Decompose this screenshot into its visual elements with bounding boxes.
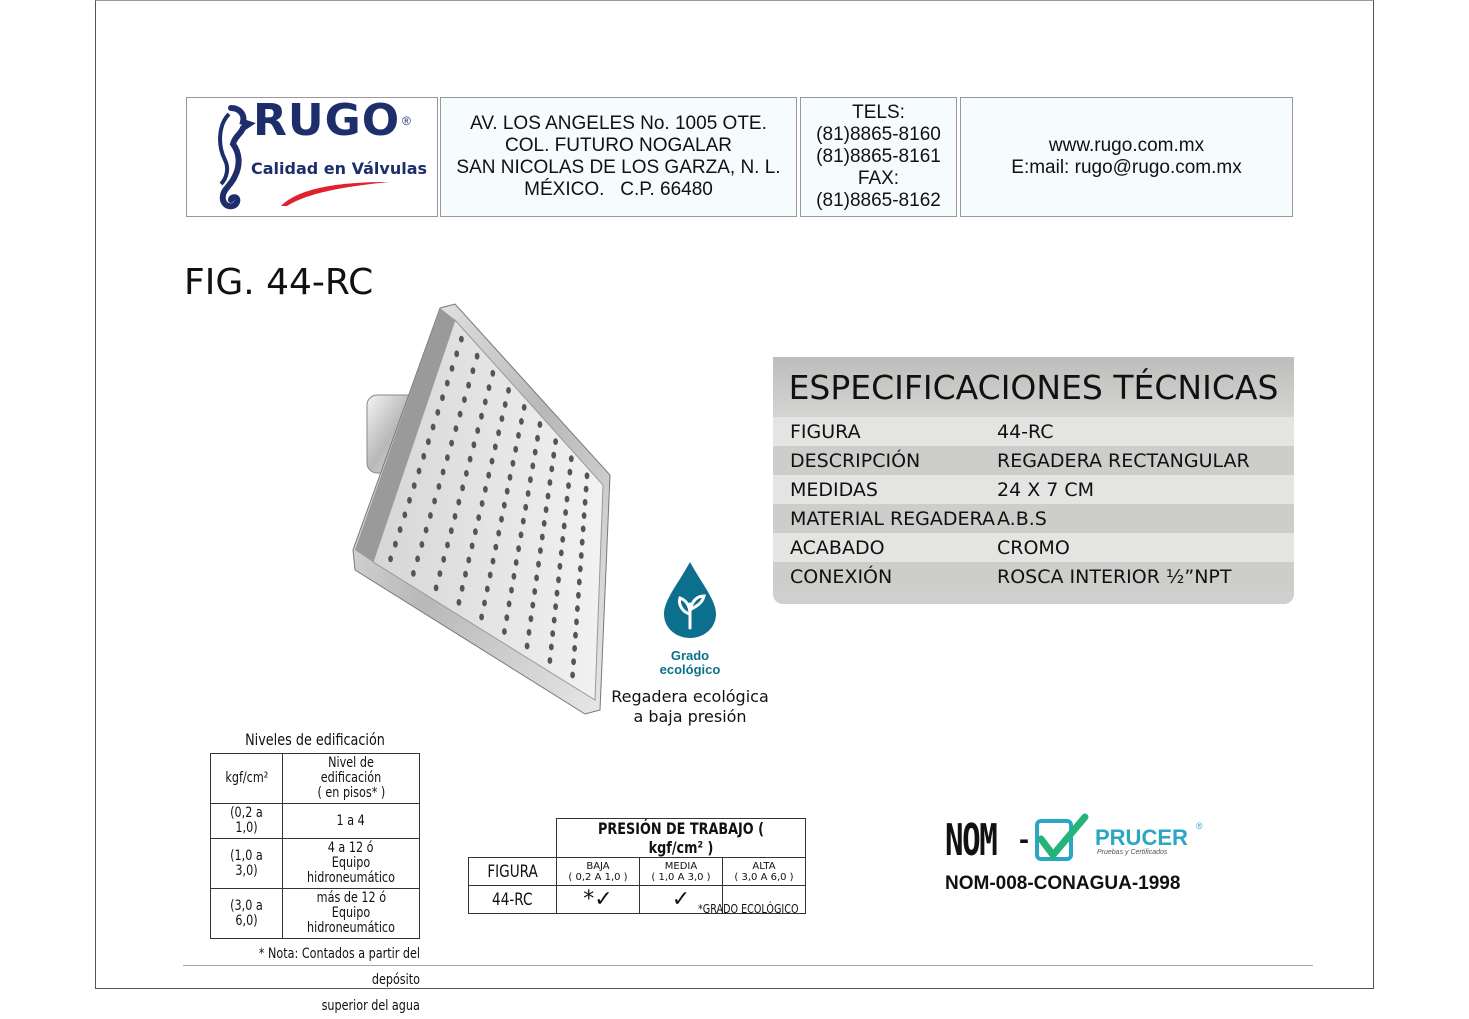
address-cell bbox=[440, 97, 797, 217]
nozzle-hole bbox=[502, 628, 507, 635]
levels-range: (3,0 a 6,0) bbox=[230, 897, 263, 929]
nozzle-hole bbox=[527, 629, 532, 636]
nozzle-hole bbox=[508, 474, 513, 481]
nozzle-hole bbox=[580, 539, 585, 546]
nozzle-hole bbox=[549, 466, 554, 473]
levels-range: (1,0 a 3,0) bbox=[230, 847, 263, 879]
eco-grade-line: ecológico bbox=[659, 662, 721, 677]
nozzle-hole bbox=[437, 483, 442, 490]
building-levels-table bbox=[210, 730, 420, 1019]
levels-grid bbox=[210, 753, 420, 939]
nozzle-hole bbox=[428, 512, 433, 519]
nozzle-hole bbox=[398, 526, 403, 533]
bottom-divider bbox=[183, 965, 1313, 966]
nozzle-hole bbox=[460, 484, 465, 491]
eco-text-line: a baja presión bbox=[633, 707, 747, 726]
eco-badge bbox=[600, 560, 780, 727]
nozzle-hole bbox=[445, 542, 450, 549]
email-link[interactable]: E:mail: rugo@rugo.com.mx bbox=[1011, 157, 1242, 178]
specifications-title: ESPECIFICACIONES TÉCNICAS bbox=[773, 357, 1294, 417]
nozzle-hole bbox=[483, 399, 488, 406]
nozzle-hole bbox=[490, 458, 495, 465]
showerhead-image bbox=[345, 300, 615, 720]
nozzle-hole bbox=[575, 605, 580, 612]
nozzle-hole bbox=[441, 469, 446, 476]
spec-value: CROMO bbox=[997, 536, 1070, 559]
nozzle-hole bbox=[496, 429, 501, 436]
nozzle-hole bbox=[577, 579, 582, 586]
pressure-col-low: BAJA ( 0,2 A 1,0 ) bbox=[557, 858, 640, 886]
nozzle-hole bbox=[471, 367, 476, 374]
nozzle-hole bbox=[526, 490, 531, 497]
nozzle-hole bbox=[440, 394, 445, 401]
prucer-check-icon bbox=[1033, 815, 1093, 865]
nozzle-hole bbox=[485, 586, 490, 593]
nozzle-hole bbox=[491, 558, 496, 565]
nozzle-hole bbox=[435, 409, 440, 416]
nozzle-hole bbox=[420, 541, 425, 548]
nozzle-hole bbox=[513, 446, 518, 453]
levels-floors: 4 a 12 ó bbox=[328, 840, 374, 856]
nozzle-hole bbox=[438, 570, 443, 577]
spec-label: MATERIAL REGADERA bbox=[790, 507, 995, 530]
pressure-figura-value: 44-RC bbox=[469, 886, 557, 914]
levels-head-unit: kgf/cm² bbox=[225, 770, 268, 786]
nozzle-hole bbox=[542, 520, 547, 527]
nozzle-hole bbox=[431, 424, 436, 431]
nozzle-hole bbox=[450, 365, 455, 372]
spec-value: 44-RC bbox=[997, 420, 1054, 443]
levels-head-floors: ( en pisos* ) bbox=[317, 785, 385, 801]
nozzle-hole bbox=[552, 617, 557, 624]
nozzle-hole bbox=[553, 603, 558, 610]
spec-label: FIGURA bbox=[790, 420, 861, 443]
nozzle-hole bbox=[514, 559, 519, 566]
nozzle-hole bbox=[434, 585, 439, 592]
cert-dash: - bbox=[1019, 823, 1029, 856]
nozzle-hole bbox=[512, 573, 517, 580]
nozzle-hole bbox=[562, 523, 567, 530]
nozzle-hole bbox=[548, 657, 553, 664]
nozzle-hole bbox=[460, 585, 465, 592]
prucer-subtitle: Pruebas y Certificados bbox=[1097, 849, 1168, 856]
nozzle-hole bbox=[458, 411, 463, 418]
nozzle-hole bbox=[556, 576, 561, 583]
nozzle-hole bbox=[470, 543, 475, 550]
phone-number[interactable]: (81)8865-8160 bbox=[816, 124, 941, 145]
spec-row bbox=[773, 475, 1294, 504]
address-line: MÉXICO. C.P. 66480 bbox=[524, 179, 713, 200]
water-drop-leaf-icon bbox=[662, 560, 718, 640]
nozzle-hole bbox=[472, 441, 477, 448]
nozzle-hole bbox=[496, 530, 501, 537]
nozzle-hole bbox=[509, 587, 514, 594]
nozzle-hole bbox=[407, 497, 412, 504]
nozzle-hole bbox=[582, 512, 587, 519]
eco-grade-label bbox=[600, 649, 780, 677]
nozzle-hole bbox=[529, 615, 534, 622]
nozzle-hole bbox=[551, 452, 556, 459]
pressure-grid bbox=[468, 818, 806, 914]
nozzle-hole bbox=[570, 672, 575, 679]
nozzle-hole bbox=[490, 370, 495, 377]
spec-value: 24 X 7 CM bbox=[997, 478, 1095, 501]
nozzle-hole bbox=[411, 570, 416, 577]
nozzle-hole bbox=[483, 486, 488, 493]
pressure-figura-label: FIGURA bbox=[469, 858, 557, 886]
nozzle-hole bbox=[475, 427, 480, 434]
nom-code: NOM-008-CONAGUA-1998 bbox=[945, 873, 1181, 894]
red-swoosh-icon bbox=[279, 178, 391, 208]
nozzle-hole bbox=[581, 526, 586, 533]
levels-equipment: Equipo hidroneumático bbox=[307, 905, 395, 936]
nozzle-hole bbox=[553, 438, 558, 445]
nozzle-hole bbox=[412, 482, 417, 489]
nozzle-hole bbox=[507, 601, 512, 608]
nozzle-hole bbox=[563, 509, 568, 516]
levels-note-line: superior del agua bbox=[321, 998, 420, 1014]
nozzle-hole bbox=[480, 500, 485, 507]
nozzle-hole bbox=[459, 336, 464, 343]
nozzle-hole bbox=[578, 565, 583, 572]
nozzle-hole bbox=[506, 387, 511, 394]
table-row bbox=[211, 804, 420, 839]
address-line: COL. FUTURO NOGALAR bbox=[505, 135, 732, 156]
spec-row bbox=[773, 533, 1294, 562]
nozzle-hole bbox=[566, 482, 571, 489]
spec-row bbox=[773, 562, 1294, 591]
nozzle-hole bbox=[503, 401, 508, 408]
nozzle-hole bbox=[449, 527, 454, 534]
nozzle-hole bbox=[449, 440, 454, 447]
nozzle-hole bbox=[479, 614, 484, 621]
nozzle-hole bbox=[441, 556, 446, 563]
nozzle-hole bbox=[473, 528, 478, 535]
eco-grade-line: Grado bbox=[670, 648, 710, 663]
nozzle-hole bbox=[499, 516, 504, 523]
nozzle-hole bbox=[476, 514, 481, 521]
nozzle-hole bbox=[546, 493, 551, 500]
nozzle-hole bbox=[530, 602, 535, 609]
nozzle-hole bbox=[432, 498, 437, 505]
fax-number[interactable]: (81)8865-8162 bbox=[816, 190, 941, 211]
address-line: SAN NICOLAS DE LOS GARZA, N. L. bbox=[456, 157, 781, 178]
web-cell bbox=[960, 97, 1293, 217]
nozzle-hole bbox=[560, 536, 565, 543]
nozzle-hole bbox=[530, 463, 535, 470]
nozzle-hole bbox=[482, 600, 487, 607]
nozzle-hole bbox=[571, 658, 576, 665]
nozzle-hole bbox=[528, 476, 533, 483]
nozzle-hole bbox=[493, 444, 498, 451]
nozzle-hole bbox=[534, 575, 539, 582]
spec-row bbox=[773, 446, 1294, 475]
figure-title: FIG. 44-RC bbox=[184, 262, 374, 303]
nozzle-hole bbox=[454, 350, 459, 357]
table-row bbox=[211, 889, 420, 939]
levels-floors: 1 a 4 bbox=[336, 812, 366, 829]
nozzle-hole bbox=[516, 545, 521, 552]
address-line: AV. LOS ANGELES No. 1005 OTE. bbox=[470, 113, 767, 134]
nozzle-hole bbox=[388, 556, 393, 563]
spec-label: ACABADO bbox=[790, 536, 885, 559]
nom-logo: NOM bbox=[945, 815, 997, 866]
prucer-logo-text: PRUCER bbox=[1095, 825, 1188, 850]
nozzle-hole bbox=[572, 645, 577, 652]
spec-label: MEDIDAS bbox=[790, 478, 878, 501]
nozzle-hole bbox=[468, 456, 473, 463]
levels-floors: más de 12 ó bbox=[316, 890, 386, 906]
spec-label: CONEXIÓN bbox=[790, 565, 893, 588]
nozzle-hole bbox=[516, 432, 521, 439]
levels-title: Niveles de edificación bbox=[245, 730, 385, 749]
working-pressure-table bbox=[468, 818, 806, 914]
nozzle-hole bbox=[521, 518, 526, 525]
nozzle-hole bbox=[426, 438, 431, 445]
nozzle-hole bbox=[584, 486, 589, 493]
brand-registered-mark: ® bbox=[402, 114, 411, 128]
pressure-title: PRESIÓN DE TRABAJO ( kgf/cm² ) bbox=[557, 819, 806, 858]
nozzle-hole bbox=[417, 468, 422, 475]
specifications-panel bbox=[773, 357, 1294, 604]
nozzle-hole bbox=[479, 413, 484, 420]
levels-range: (0,2 a 1,0) bbox=[230, 805, 263, 836]
nozzle-hole bbox=[393, 541, 398, 548]
nozzle-hole bbox=[559, 550, 564, 557]
prucer-registered-mark: ® bbox=[1196, 821, 1203, 831]
nozzle-hole bbox=[445, 380, 450, 387]
spec-row bbox=[773, 504, 1294, 533]
nozzle-hole bbox=[579, 552, 584, 559]
nozzle-hole bbox=[538, 421, 543, 428]
fax-label: FAX: bbox=[857, 168, 900, 189]
nozzle-hole bbox=[576, 592, 581, 599]
pressure-col-high: ALTA ( 3,0 A 6,0 ) bbox=[723, 858, 806, 886]
table-row bbox=[211, 839, 420, 889]
nozzle-hole bbox=[519, 532, 524, 539]
levels-note bbox=[210, 941, 420, 1019]
nozzle-hole bbox=[573, 632, 578, 639]
nozzle-hole bbox=[463, 571, 468, 578]
nozzle-hole bbox=[402, 512, 407, 519]
nozzle-hole bbox=[454, 425, 459, 432]
nozzle-hole bbox=[453, 513, 458, 520]
nozzle-hole bbox=[466, 557, 471, 564]
nozzle-hole bbox=[464, 470, 469, 477]
levels-head-level: Nivel de edificación bbox=[320, 755, 382, 786]
nozzle-hole bbox=[445, 454, 450, 461]
nozzle-hole bbox=[565, 496, 570, 503]
levels-note-line: * Nota: Contados a partir del depósito bbox=[258, 946, 420, 988]
website-link[interactable]: www.rugo.com.mx bbox=[1048, 135, 1205, 156]
seahorse-logo-icon bbox=[209, 104, 249, 212]
nozzle-hole bbox=[487, 384, 492, 391]
phone-number[interactable]: (81)8865-8161 bbox=[816, 146, 941, 167]
nozzle-hole bbox=[533, 449, 538, 456]
nozzle-hole bbox=[525, 643, 530, 650]
specifications-rows bbox=[773, 417, 1294, 591]
nozzle-hole bbox=[569, 455, 574, 462]
nozzle-hole bbox=[475, 353, 480, 360]
nozzle-hole bbox=[538, 547, 543, 554]
nozzle-hole bbox=[493, 544, 498, 551]
levels-equipment: Equipo hidroneumático bbox=[307, 855, 395, 886]
nozzle-hole bbox=[548, 479, 553, 486]
nozzle-hole bbox=[511, 460, 516, 467]
nozzle-hole bbox=[462, 396, 467, 403]
logo-cell bbox=[186, 97, 438, 217]
nozzle-hole bbox=[523, 504, 528, 511]
nozzle-hole bbox=[574, 619, 579, 626]
eco-description bbox=[600, 687, 780, 727]
nozzle-hole bbox=[504, 614, 509, 621]
spec-value: ROSCA INTERIOR ½”NPT bbox=[997, 565, 1232, 588]
nozzle-hole bbox=[502, 502, 507, 509]
levels-header-row bbox=[211, 754, 420, 804]
nozzle-hole bbox=[457, 599, 462, 606]
nozzle-hole bbox=[568, 469, 573, 476]
nozzle-hole bbox=[488, 572, 493, 579]
nozzle-hole bbox=[535, 435, 540, 442]
nozzle-hole bbox=[585, 472, 590, 479]
nozzle-hole bbox=[421, 453, 426, 460]
nozzle-hole bbox=[550, 630, 555, 637]
nozzle-hole bbox=[549, 644, 554, 651]
pressure-mark-low: *✓ bbox=[557, 886, 640, 914]
nozzle-hole bbox=[540, 534, 545, 541]
pressure-col-medium: MEDIA ( 1,0 A 3,0 ) bbox=[640, 858, 723, 886]
nozzle-hole bbox=[558, 563, 563, 570]
tels-label: TELS: bbox=[852, 102, 905, 123]
nozzle-hole bbox=[500, 415, 505, 422]
brand-name: RUGO bbox=[253, 95, 401, 146]
nozzle-hole bbox=[424, 527, 429, 534]
nozzle-hole bbox=[466, 382, 471, 389]
nozzle-hole bbox=[505, 488, 510, 495]
brand-tagline: Calidad en Válvulas bbox=[251, 159, 428, 178]
spec-label: DESCRIPCIÓN bbox=[790, 449, 921, 472]
spec-row bbox=[773, 417, 1294, 446]
spec-value: A.B.S bbox=[997, 507, 1047, 530]
spec-value: REGADERA RECTANGULAR bbox=[997, 449, 1250, 472]
nozzle-hole bbox=[583, 499, 588, 506]
eco-text-line: Regadera ecológica bbox=[611, 687, 769, 706]
nozzle-hole bbox=[456, 499, 461, 506]
nozzle-hole bbox=[522, 404, 527, 411]
nozzle-hole bbox=[486, 472, 491, 479]
pressure-note: *GRADO ECOLÓGICO bbox=[698, 902, 799, 916]
phone-cell bbox=[800, 97, 957, 217]
nozzle-hole bbox=[555, 590, 560, 597]
nozzle-hole bbox=[415, 556, 420, 563]
nozzle-hole bbox=[532, 588, 537, 595]
nozzle-hole bbox=[519, 418, 524, 425]
nozzle-hole bbox=[544, 506, 549, 513]
pressure-mark-medium: ✓ bbox=[640, 886, 723, 914]
nozzle-hole bbox=[536, 561, 541, 568]
